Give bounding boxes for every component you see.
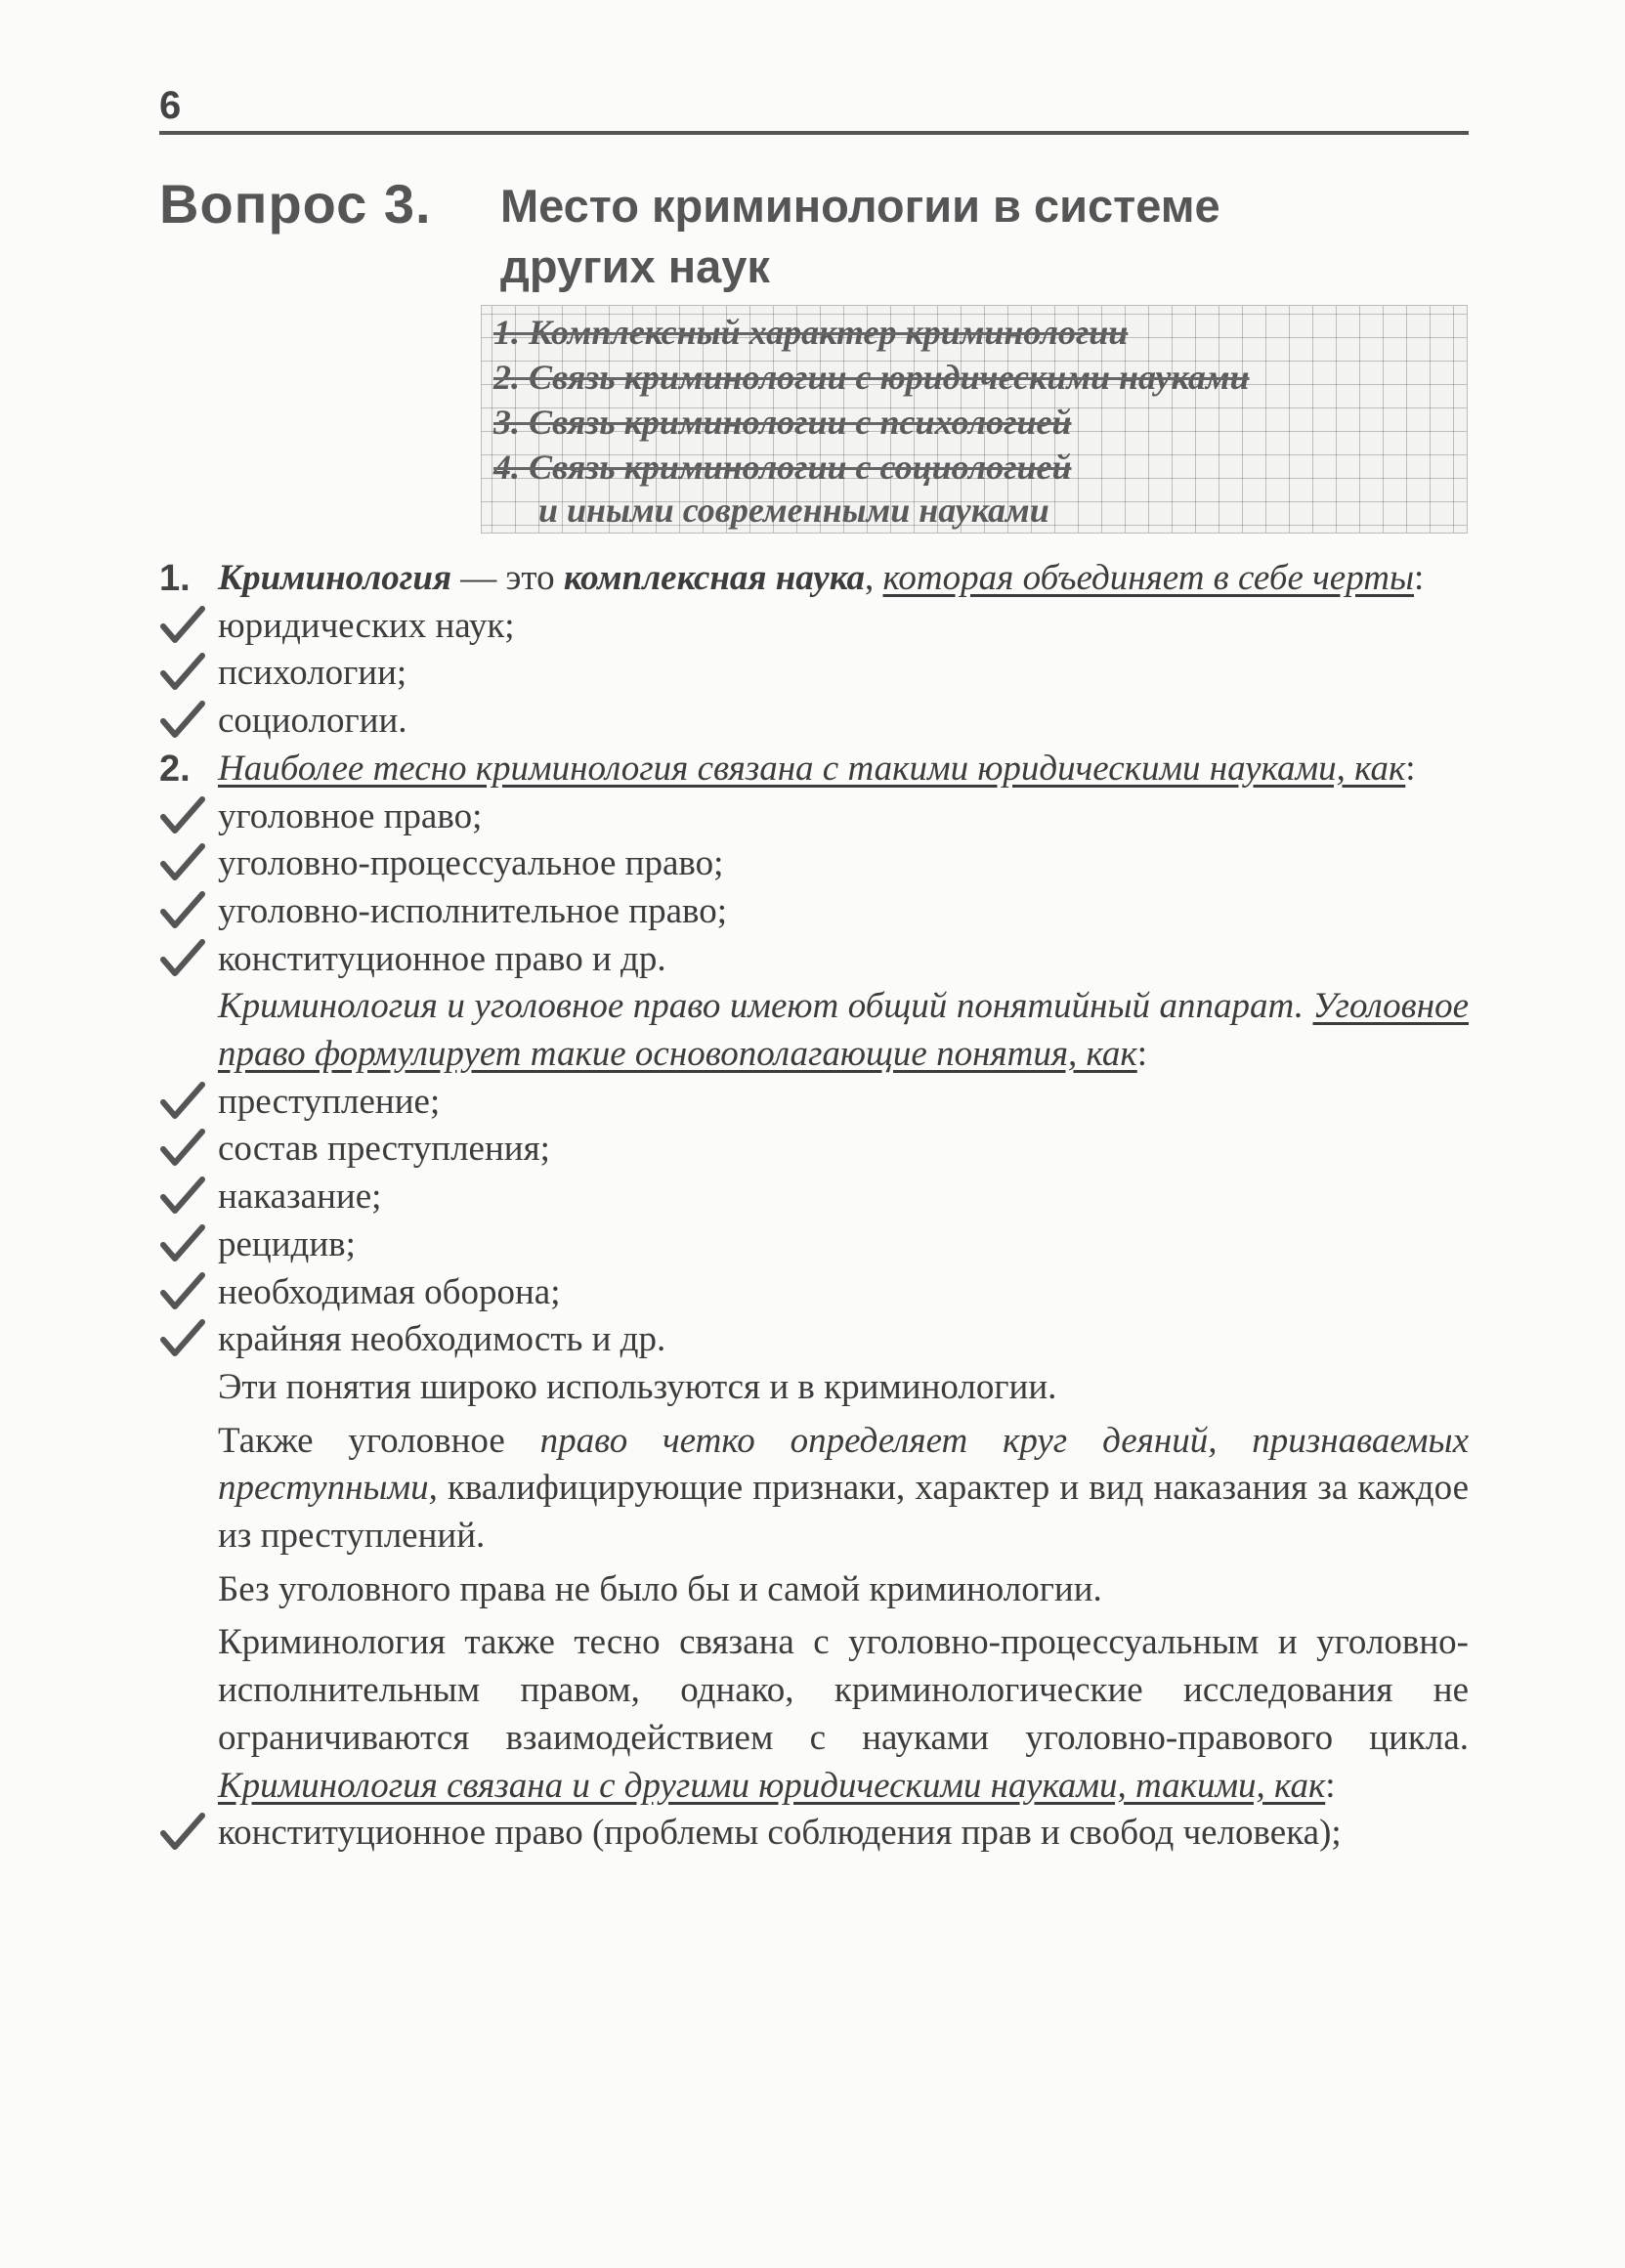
checkmark-icon xyxy=(159,842,206,881)
plan-item-4: 4. Связь криминологии с социологией xyxy=(493,448,1072,487)
plan-box xyxy=(481,305,1468,534)
checkmark-icon xyxy=(159,700,206,739)
underlined-phrase: Уголовное право формулирует такие основополагающие понятия, как xyxy=(218,986,1469,1075)
checkmark-icon xyxy=(159,1176,206,1215)
list-item: состав преступления; xyxy=(159,1126,1469,1174)
checkmark-icon xyxy=(159,1271,206,1310)
paragraph: Без уголовного права не было бы и самой криминологии. xyxy=(218,1568,1102,1609)
checkmark-icon xyxy=(159,938,206,977)
list-item: психологии; xyxy=(159,650,1469,698)
underlined-phrase: которая объединяет в себе черты xyxy=(882,558,1415,598)
paragraph: Криминология также тесно связана с уголовно-процессуальным и уголовно-исполнительным правом, однако, криминологические исследования не ограничиваются взаимодействием с науками уголовно-правового цикла. Криминология связана и с другими юридическими науками, такими, как: xyxy=(218,1622,1469,1806)
checkmark-icon xyxy=(159,1812,206,1851)
checkmark-icon xyxy=(159,795,206,834)
list-item: уголовное право; xyxy=(159,793,1469,841)
list-item: уголовно-исполнительное право; xyxy=(159,888,1469,936)
main-content xyxy=(159,555,1469,1858)
list-item: уголовно-процессуальное право; xyxy=(159,840,1469,888)
paragraph: Эти понятия широко используются и в криминологии. xyxy=(218,1366,1057,1407)
plan-item-3: 3. Связь криминологии с психологией xyxy=(493,403,1072,442)
checkmark-icon xyxy=(159,652,206,691)
emphasis: комплексная наука xyxy=(563,558,866,598)
underlined-phrase: Наиболее тесно криминология связана с такими юридическими науками, как xyxy=(218,748,1406,789)
page-number: 6 xyxy=(159,84,182,127)
plan-item-4-continued: и иными современными науками xyxy=(538,491,1049,530)
question-label: Вопрос 3. xyxy=(159,173,432,235)
header-rule xyxy=(159,131,1469,135)
term: Криминология xyxy=(218,558,452,598)
underlined-phrase: Криминология связана и с другими юридическими науками, такими, как xyxy=(218,1765,1326,1806)
question-title-line2: других наук xyxy=(500,240,770,292)
list-item: рецидив; xyxy=(159,1221,1469,1269)
checkmark-icon xyxy=(159,1318,206,1357)
question-title-line1: Место криминологии в системе xyxy=(500,180,1220,232)
checkmark-icon xyxy=(159,1128,206,1167)
paragraph: Также уголовное право четко определяет круг деяний, признаваемых преступными, квалифицирующие признаки, характер и вид наказания за каждое из преступлений. xyxy=(218,1420,1469,1557)
plan-item-1: 1. Комплексный характер криминологии xyxy=(493,313,1129,352)
list-item: наказание; xyxy=(159,1174,1469,1221)
list-item: преступление; xyxy=(159,1079,1469,1127)
list-item: социологии. xyxy=(159,698,1469,746)
paragraph-concepts: Криминология и уголовное право имеют общий понятийный аппарат. Уголовное право формулирует такие основополагающие понятия, как: xyxy=(218,986,1469,1075)
section-number: 1. xyxy=(159,558,191,599)
checkmark-icon xyxy=(159,890,206,929)
section-2-intro: 2. Наиболее тесно криминология связана с такими юридическими науками, как: xyxy=(159,746,1469,793)
plan-item-2: 2. Связь криминологии с юридическими науками xyxy=(493,358,1250,397)
section-number: 2. xyxy=(159,748,191,790)
list-item: крайняя необходимость и др. xyxy=(159,1316,1469,1364)
list-item: конституционное право и др. xyxy=(159,936,1469,984)
checkmark-icon xyxy=(159,605,206,644)
checkmark-icon xyxy=(159,1223,206,1262)
list-item: необходимая оборона; xyxy=(159,1269,1469,1317)
section-1-intro: 1. Криминология — это комплексная наука, которая объединяет в себе черты: xyxy=(159,555,1469,603)
question-title xyxy=(500,176,1380,297)
checkmark-icon xyxy=(159,1081,206,1120)
list-item: юридических наук; xyxy=(159,603,1469,651)
list-item: конституционное право (проблемы соблюдения прав и свобод человека); xyxy=(159,1810,1469,1858)
